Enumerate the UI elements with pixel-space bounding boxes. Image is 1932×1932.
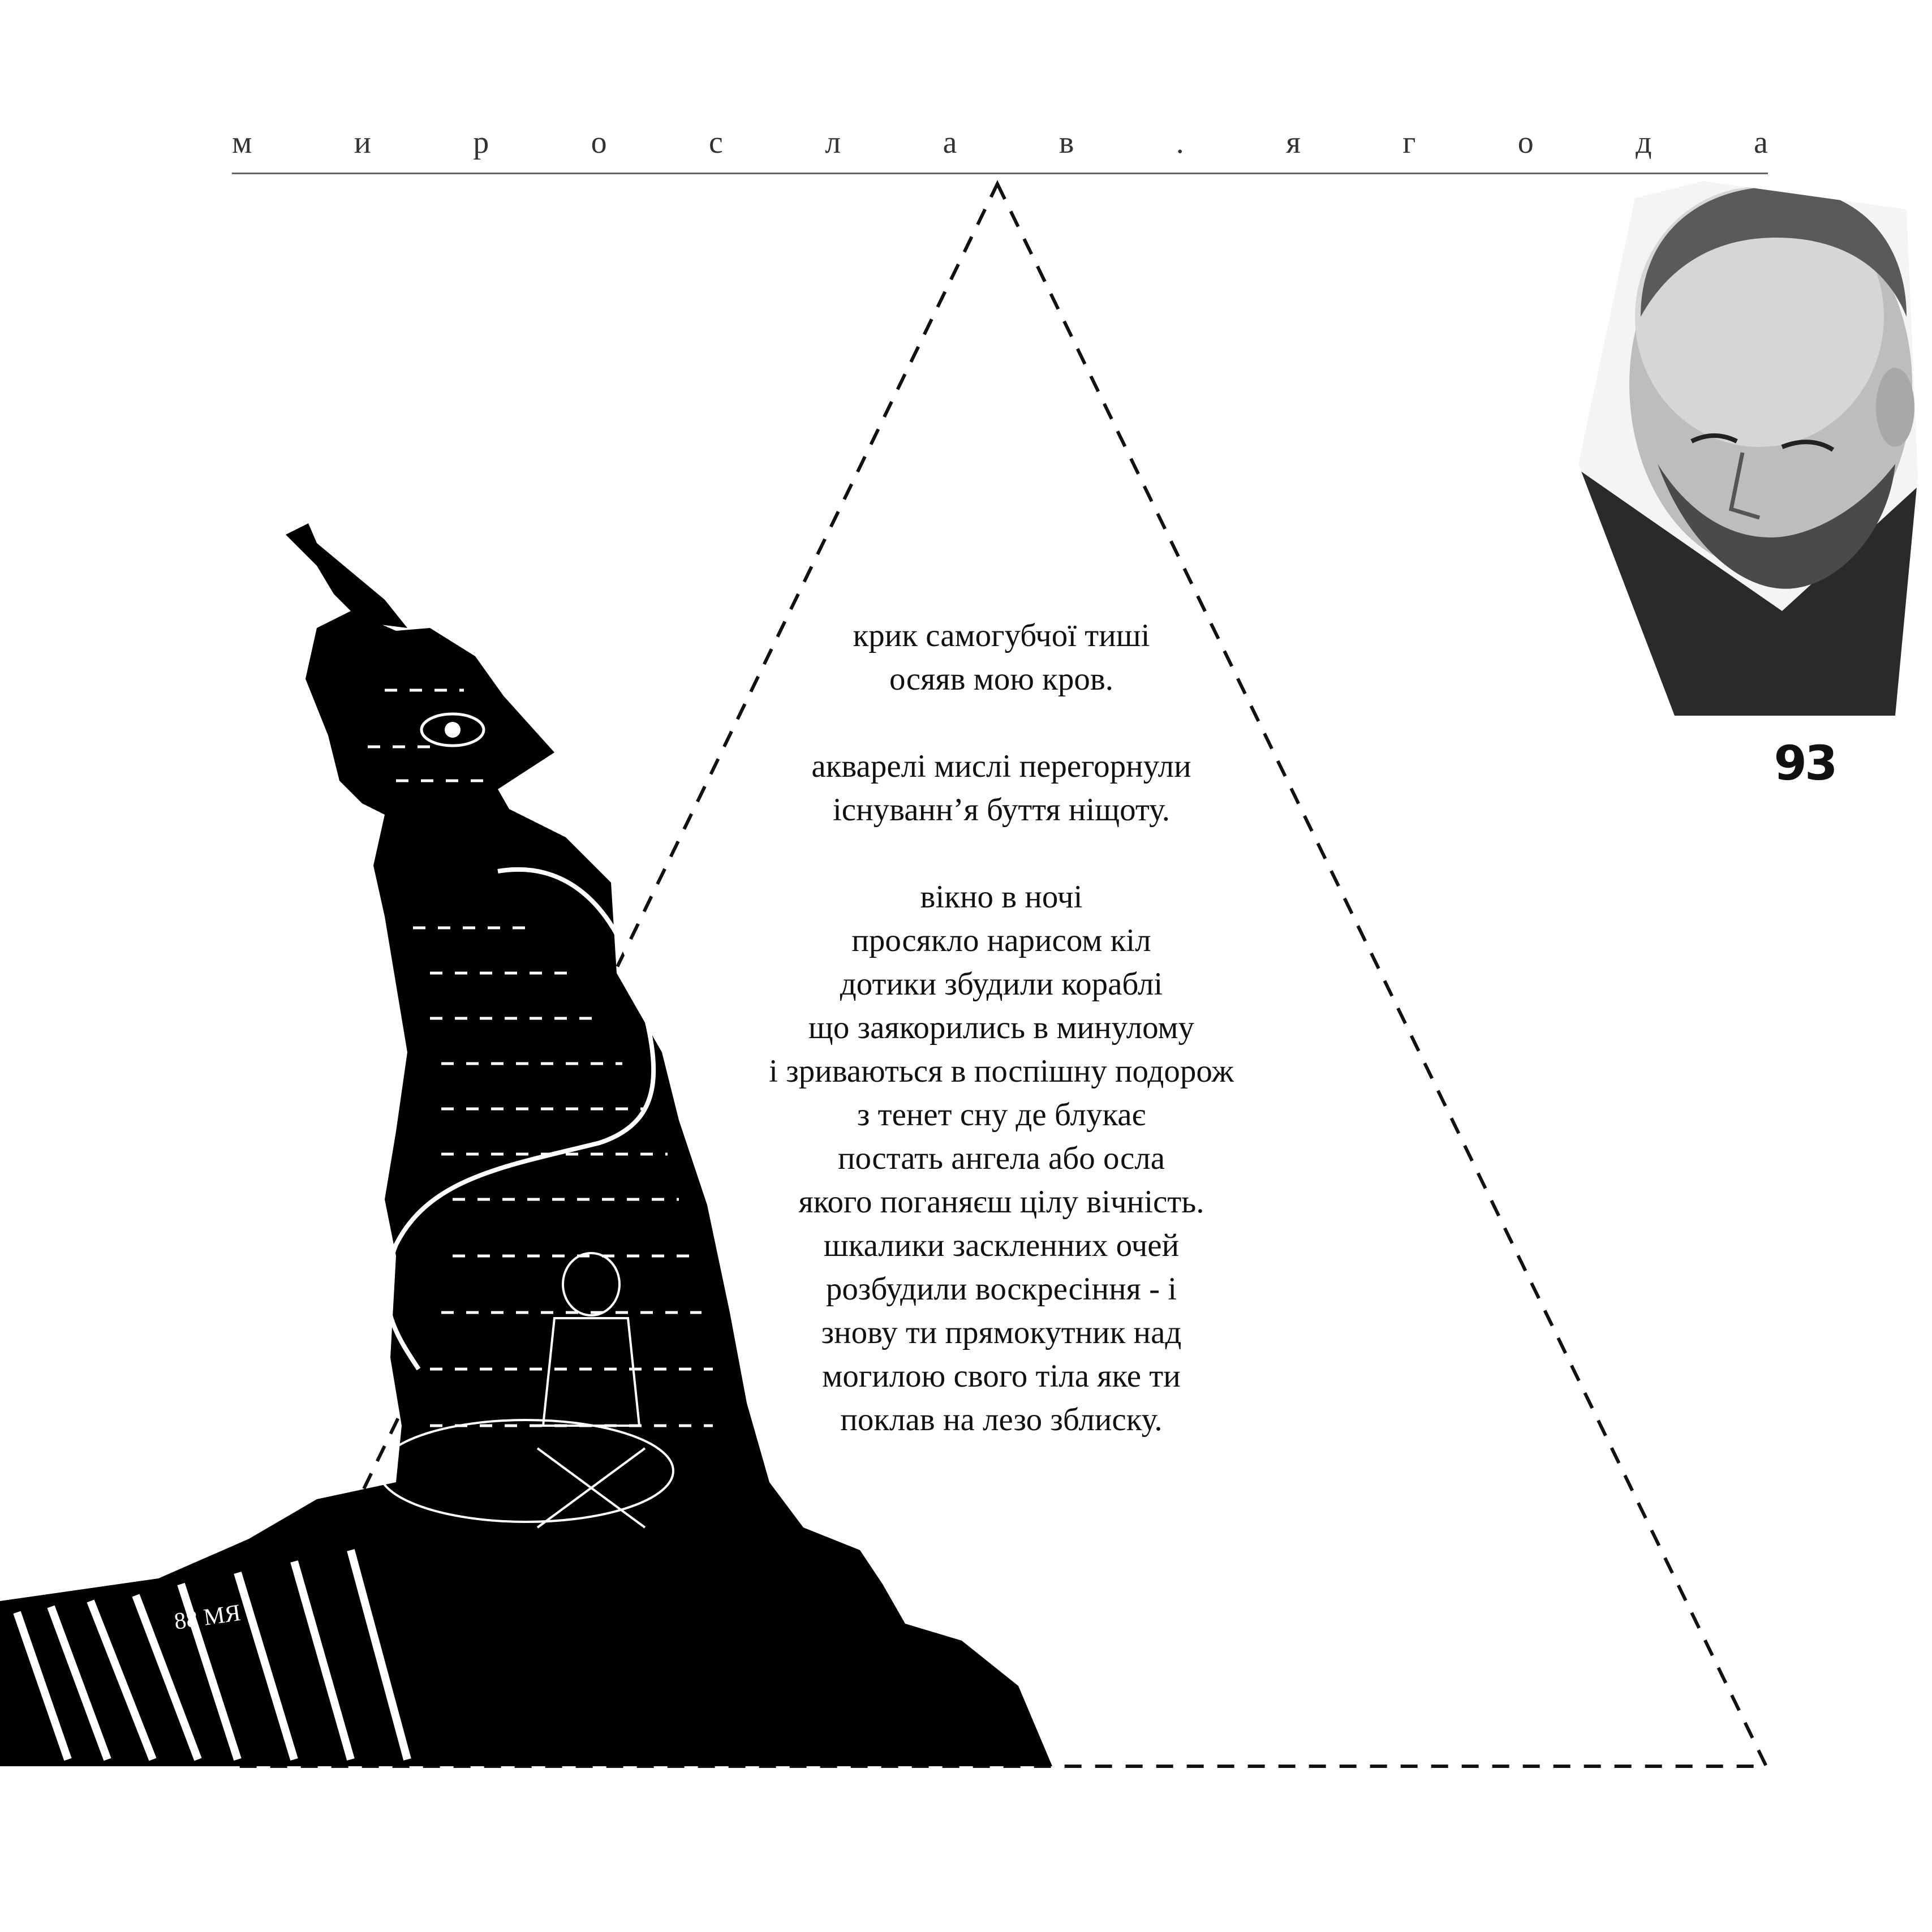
poem-line: і зриваються в поспішну подорож	[769, 1053, 1234, 1089]
author-letter: о	[1517, 125, 1534, 160]
author-letter: я	[1286, 125, 1301, 160]
poem-line: осяяв мою кров.	[889, 661, 1114, 697]
page-number: 93	[1774, 735, 1836, 791]
author-letter: и	[354, 125, 371, 160]
author-letter: д	[1636, 125, 1652, 160]
author-letter: м	[232, 125, 252, 160]
poem-line: дотики збудили кораблі	[840, 966, 1163, 1002]
poem-line: що заякорились в минулому	[808, 1010, 1195, 1045]
poem-line: з тенет сну де блукає	[857, 1097, 1146, 1133]
author-letter: .	[1176, 125, 1184, 160]
monogram: 88 ΜЯ	[172, 1599, 243, 1635]
poem-stanza	[656, 875, 1346, 1442]
poem-line: просякло нарисом кіл	[851, 923, 1151, 958]
poem-line: розбудили воскресіння - і	[825, 1271, 1177, 1307]
author-letter: в	[1058, 125, 1074, 160]
author-letter: р	[473, 125, 489, 160]
poem-stanza	[656, 745, 1346, 832]
poem-text	[656, 614, 1346, 1442]
poem-line: постать ангела або осла	[837, 1141, 1165, 1176]
poem-line: знову ти прямокутник над	[821, 1315, 1182, 1350]
author-letter: л	[825, 125, 841, 160]
poem-line: вікно в ночі	[920, 879, 1083, 915]
poem-line: крик самогубчої тиші	[853, 618, 1150, 653]
author-portrait	[1573, 170, 1924, 724]
author-letter: о	[591, 125, 607, 160]
poem-line: якого поганяєш цілу вічність.	[798, 1184, 1204, 1220]
poem-stanza	[656, 614, 1346, 701]
horn-shape	[286, 523, 407, 628]
poem-line: існуванн’я буття ніщоту.	[832, 792, 1171, 828]
author-letter: с	[709, 125, 723, 160]
author-letter: а	[1754, 125, 1768, 160]
author-letter: а	[943, 125, 957, 160]
poem-line: акварелі мислі перегорнули	[811, 748, 1191, 784]
author-letter: г	[1402, 125, 1416, 160]
poem-line: могилою свого тіла яке ти	[822, 1358, 1181, 1394]
poem-line: поклав на лезо зблиску.	[840, 1402, 1163, 1438]
poem-line: шкалики заскленних очей	[823, 1228, 1180, 1263]
